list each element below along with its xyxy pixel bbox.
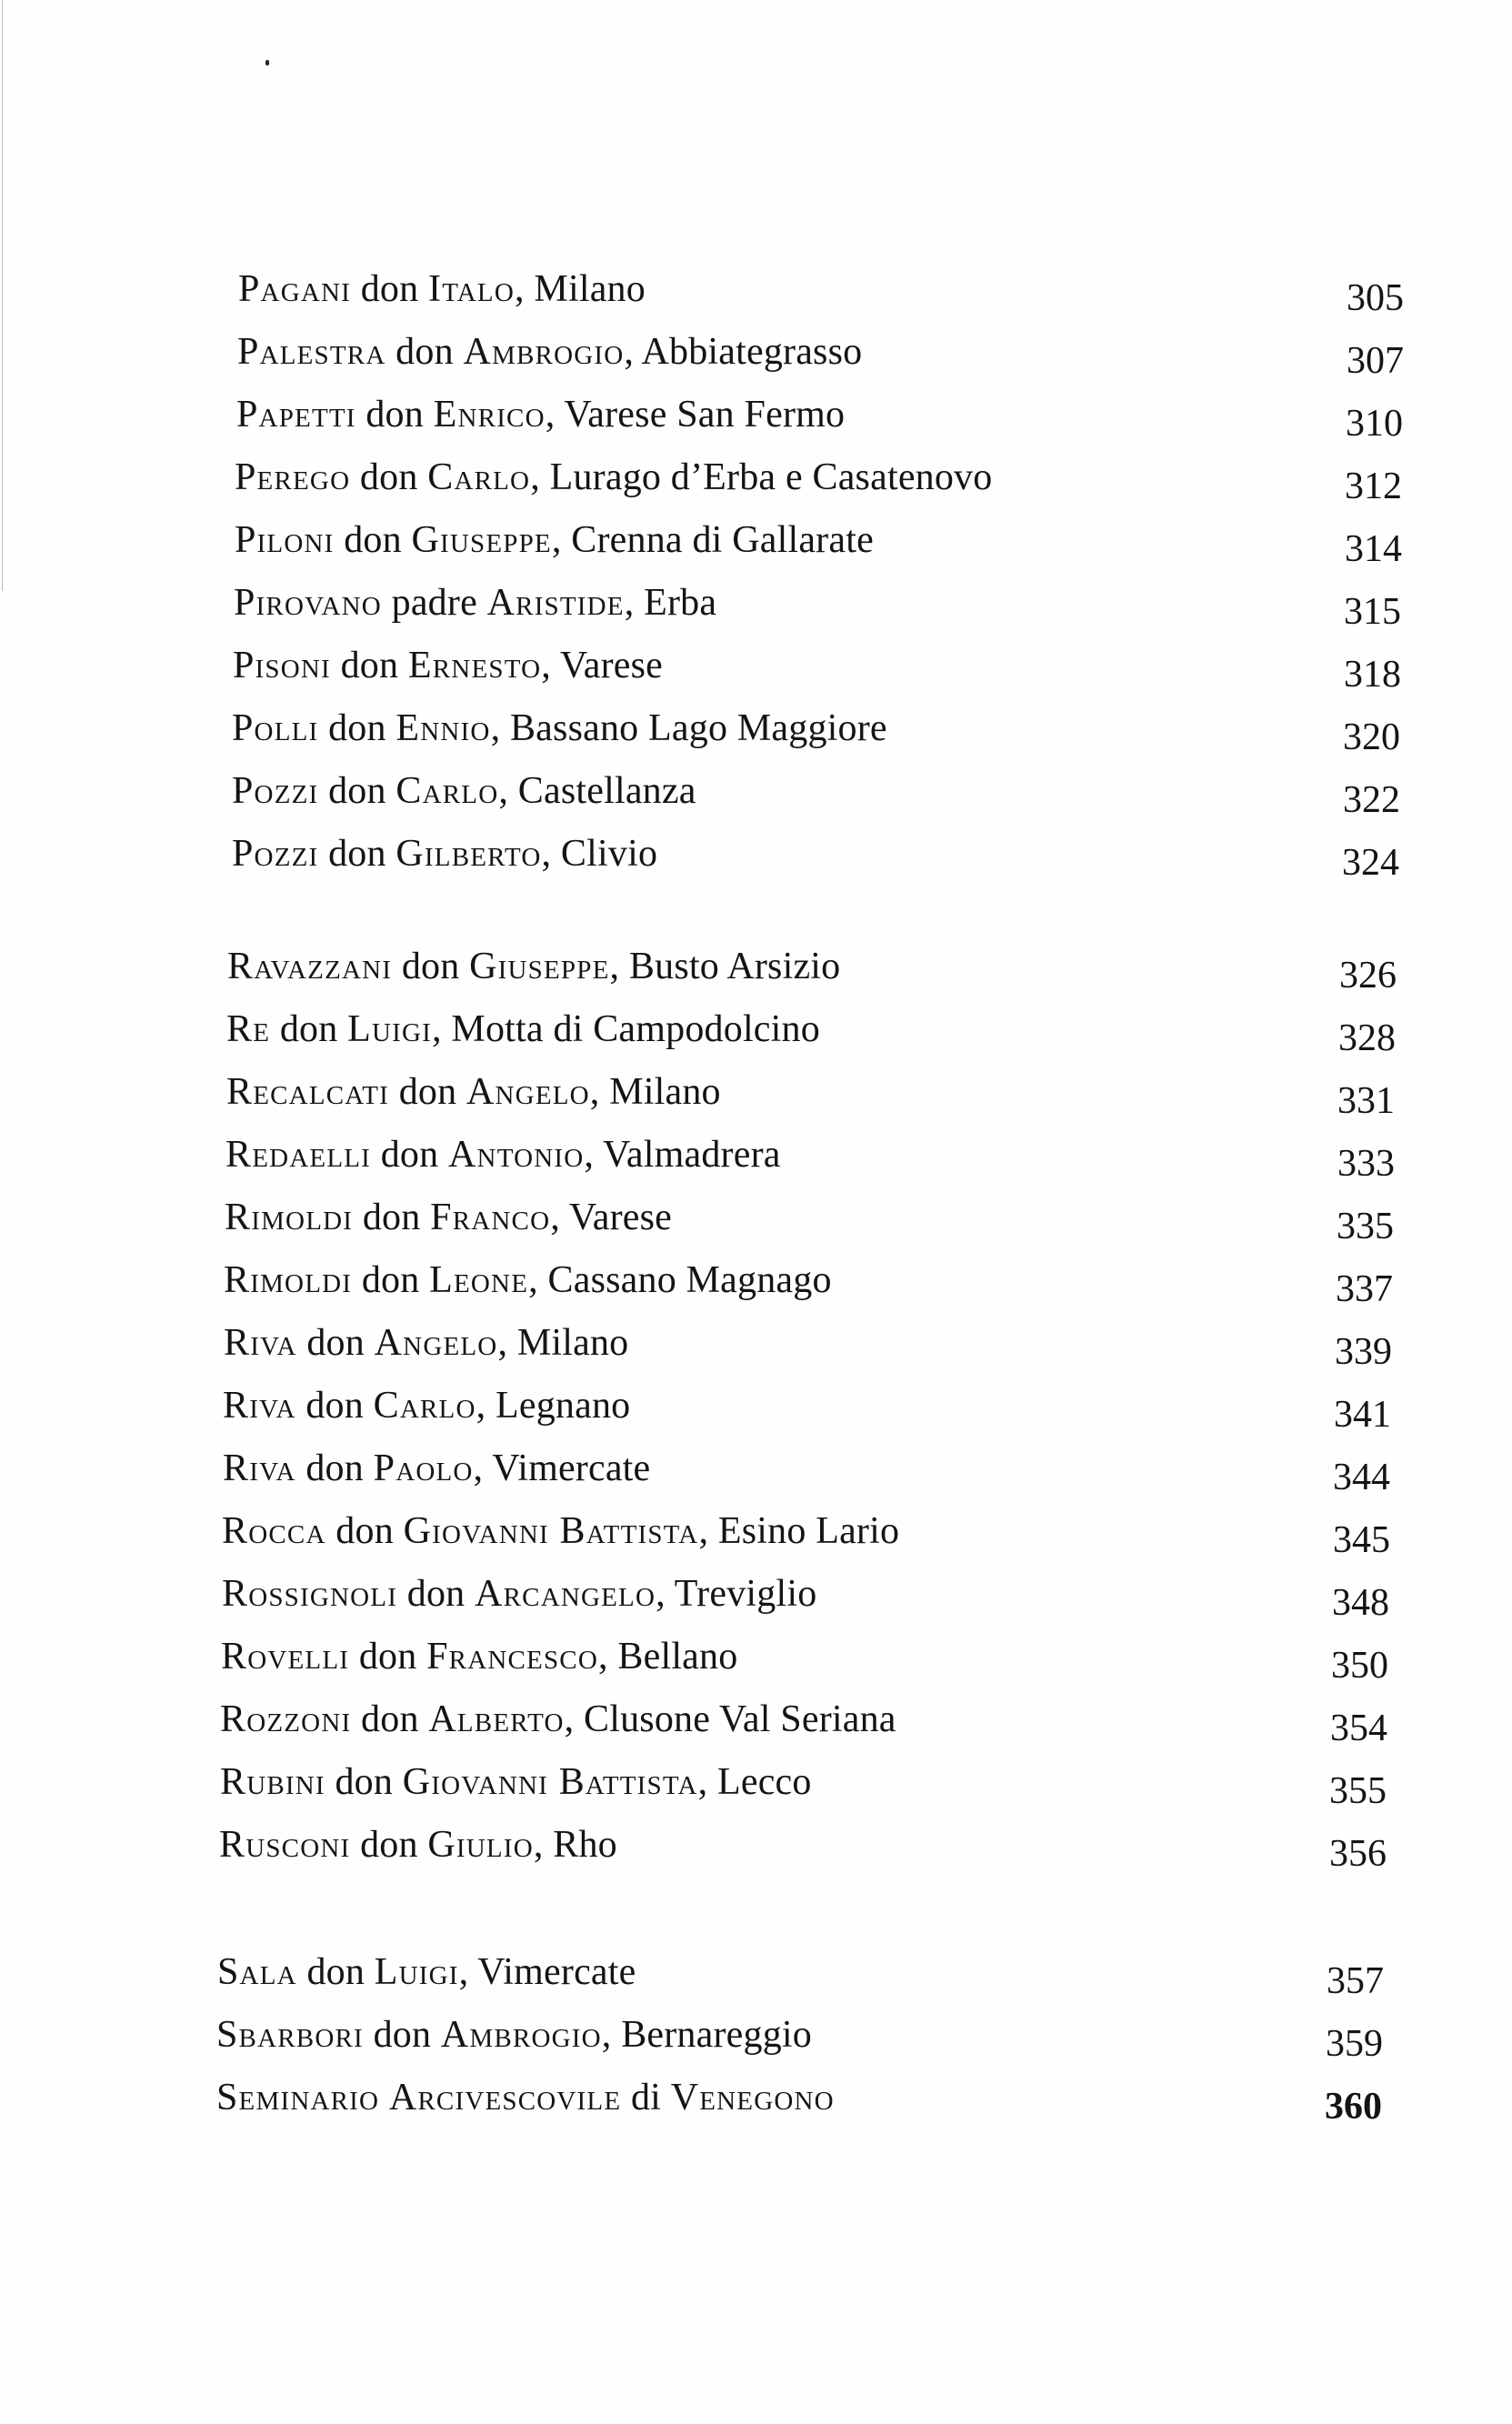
entry-given-name: Leone (429, 1259, 529, 1301)
entry-given-name: Gilberto (396, 833, 542, 875)
entry-given-name: Carlo (373, 1385, 476, 1427)
entry-text: Pirovano padre Aristide, Erba (234, 582, 717, 624)
entry-place: Treviglio (674, 1573, 817, 1615)
index-entry (0, 329, 1512, 392)
entry-surname: Re (226, 1008, 271, 1050)
entry-surname: Perego (235, 456, 351, 498)
index-entry (0, 517, 1512, 580)
entry-given-name: Luigi (347, 1008, 433, 1050)
entry-role: don (328, 707, 386, 749)
entry-surname: Riva (224, 1322, 297, 1364)
entry-given-name: Ambrogio (463, 331, 625, 373)
entry-given-name: Giovanni Battista (403, 1510, 699, 1552)
entry-surname: Ravazzani (227, 946, 393, 987)
entry-given-name: Arcivescovile (388, 2077, 622, 2118)
index-entry (0, 1257, 1512, 1320)
entry-place: Castellanza (517, 770, 696, 812)
entry-given-name: Giovanni Battista (402, 1761, 698, 1803)
entry-text: Perego don Carlo, Lurago d’Erba e Casatenovo (235, 456, 993, 498)
index-entry (0, 1634, 1512, 1697)
entry-place: Clusone Val Seriana (584, 1698, 896, 1740)
index-section-s (0, 1949, 1512, 2138)
entry-page-number: 326 (1339, 955, 1397, 997)
entry-place: Lurago d’Erba e Casatenovo (549, 456, 993, 498)
entry-surname: Rusconi (219, 1824, 351, 1866)
entry-place: Bassano Lago Maggiore (509, 707, 887, 749)
entry-text: Recalcati don Angelo, Milano (226, 1071, 721, 1113)
entry-surname: Riva (223, 1385, 296, 1427)
entry-given-name: Giuseppe (469, 946, 610, 987)
index-entry (0, 1759, 1512, 1822)
index-entry (0, 831, 1512, 894)
entry-text: Palestra don Ambrogio, Abbiategrasso (237, 331, 863, 373)
entry-given-name: Italo (428, 268, 515, 310)
entry-role: don (279, 1008, 338, 1050)
entry-page-number: 333 (1337, 1143, 1395, 1185)
entry-place: Varese San Fermo (564, 394, 846, 436)
entry-role: don (361, 1259, 420, 1301)
index-entry (0, 1949, 1512, 2012)
entry-text: Ravazzani don Giuseppe, Busto Arsizio (227, 946, 841, 987)
entry-page-number: 345 (1333, 1519, 1390, 1561)
entry-given-name: Paolo (373, 1447, 474, 1489)
entry-page-number: 307 (1347, 340, 1404, 382)
index-entry (0, 1007, 1512, 1069)
entry-surname: Papetti (236, 394, 356, 436)
index-entry (0, 1571, 1512, 1634)
entry-role: don (305, 1385, 364, 1427)
entry-role: don (406, 1573, 466, 1615)
entry-text: Pozzi don Gilberto, Clivio (232, 833, 658, 875)
index-entry (0, 1195, 1512, 1257)
entry-role: don (398, 1071, 457, 1113)
index-entry (0, 266, 1512, 329)
index-entry (0, 1697, 1512, 1759)
entry-page-number: 305 (1347, 277, 1404, 319)
entry-place: Rho (553, 1824, 617, 1866)
entry-page-number: 314 (1345, 528, 1402, 570)
index-entry (0, 392, 1512, 455)
entry-page-number: 318 (1344, 654, 1401, 696)
entry-surname: Rimoldi (224, 1259, 353, 1301)
entry-surname: Rozzoni (220, 1698, 352, 1740)
index-entry (0, 1822, 1512, 1885)
entry-place: Crenna di Gallarate (571, 519, 874, 561)
entry-given-name: Luigi (374, 1951, 459, 1993)
index-entry (0, 2075, 1512, 2138)
entry-place: Milano (516, 1322, 629, 1364)
entry-text: Rubini don Giovanni Battista, Lecco (220, 1761, 812, 1803)
entry-connector: di (630, 2077, 662, 2118)
index-entry (0, 944, 1512, 1007)
entry-surname: Pozzi (232, 833, 319, 875)
entry-given-name: Carlo (427, 456, 531, 498)
entry-page-number: 360 (1325, 2086, 1382, 2128)
index-entry (0, 1132, 1512, 1195)
entry-role: don (306, 1322, 365, 1364)
entry-given-name: Antonio (448, 1134, 585, 1176)
entry-surname: Pagani (238, 268, 351, 310)
entry-surname: Rossignoli (222, 1573, 398, 1615)
entry-surname: Rubini (220, 1761, 325, 1803)
entry-role: don (365, 394, 424, 436)
entry-text: Pozzi don Carlo, Castellanza (232, 770, 696, 812)
entry-page-number: 344 (1333, 1457, 1390, 1498)
index-entry (0, 1320, 1512, 1383)
entry-text: Riva don Paolo, Vimercate (223, 1447, 651, 1489)
index-entry (0, 768, 1512, 831)
entry-text: Rusconi don Giulio, Rho (219, 1824, 617, 1866)
entry-surname: Palestra (237, 331, 386, 373)
entry-page-number: 341 (1334, 1394, 1391, 1436)
entry-place: Busto Arsizio (628, 946, 841, 987)
entry-given-name: Francesco (426, 1636, 598, 1678)
entry-page-number: 310 (1346, 403, 1403, 445)
entry-given-name: Franco (430, 1197, 551, 1238)
entry-given-name: Giulio (427, 1824, 534, 1866)
entry-place: Clivio (560, 833, 658, 875)
entry-page-number: 320 (1343, 716, 1400, 758)
index-section-p (0, 266, 1512, 894)
entry-text: Redaelli don Antonio, Valmadrera (225, 1134, 781, 1176)
entry-text: Rovelli don Francesco, Bellano (221, 1636, 738, 1678)
entry-place: Bellano (617, 1636, 738, 1678)
entry-role: don (340, 645, 399, 686)
entry-place: Erba (644, 582, 717, 624)
entry-surname: Pozzi (232, 770, 319, 812)
entry-role: don (396, 331, 454, 373)
entry-role: don (360, 1824, 418, 1866)
entry-text: Sala don Luigi, Vimercate (217, 1951, 636, 1993)
entry-place: Cassano Magnago (547, 1259, 832, 1301)
entry-place: Bernareggio (621, 2014, 812, 2056)
entry-given-name: Angelo (466, 1071, 590, 1113)
entry-page-number: 328 (1338, 1017, 1396, 1059)
entry-given-name: Carlo (396, 770, 499, 812)
entry-place: Lecco (717, 1761, 812, 1803)
entry-place: Milano (609, 1071, 721, 1113)
entry-role: don (401, 946, 460, 987)
entry-role: don (380, 1134, 439, 1176)
entry-surname: Recalcati (226, 1071, 389, 1113)
entry-text: Piloni don Giuseppe, Crenna di Gallarate (235, 519, 874, 561)
entry-surname: Riva (223, 1447, 296, 1489)
entry-surname: Sala (217, 1951, 297, 1993)
entry-surname: Redaelli (225, 1134, 372, 1176)
index-entry (0, 643, 1512, 706)
entry-page-number: 339 (1335, 1331, 1392, 1373)
entry-role: don (335, 1510, 394, 1552)
entry-text: Re don Luigi, Motta di Campodolcino (226, 1008, 820, 1050)
entry-text (216, 2075, 835, 2120)
entry-role: don (335, 1761, 394, 1803)
entry-place: Esino Lario (717, 1510, 900, 1552)
entry-role: don (344, 519, 402, 561)
ink-speck (265, 60, 269, 65)
entry-page-number: 331 (1337, 1080, 1395, 1122)
entry-page-number: 354 (1330, 1708, 1387, 1749)
entry-given-name: Angelo (374, 1322, 498, 1364)
entry-given-name: Enrico (433, 394, 546, 436)
entry-page-number: 312 (1345, 466, 1402, 507)
entry-place: Legnano (496, 1385, 631, 1427)
entry-place: Varese (568, 1197, 673, 1238)
entry-page-number: 315 (1344, 591, 1401, 633)
entry-surname: Rimoldi (225, 1197, 354, 1238)
entry-role: don (328, 770, 386, 812)
entry-page-number: 322 (1343, 779, 1400, 821)
entry-place: Abbiategrasso (641, 331, 863, 373)
entry-role: don (328, 833, 386, 875)
entry-text: Riva don Carlo, Legnano (223, 1385, 631, 1427)
entry-text: Rossignoli don Arcangelo, Treviglio (222, 1573, 817, 1615)
entry-surname: Piloni (235, 519, 335, 561)
entry-given-name: Ambrogio (440, 2014, 602, 2056)
entry-surname: Pisoni (233, 645, 331, 686)
entry-text: Sbarbori don Ambrogio, Bernareggio (216, 2014, 812, 2056)
entry-surname: Seminario (216, 2077, 380, 2118)
entry-surname: Polli (232, 707, 319, 749)
entry-page-number: 324 (1342, 842, 1399, 884)
entry-page-number: 359 (1326, 2023, 1383, 2065)
index-entry (0, 580, 1512, 643)
entry-place: Milano (534, 268, 646, 310)
entry-text: Rozzoni don Alberto, Clusone Val Seriana (220, 1698, 896, 1740)
entry-given-name: Arcangelo (475, 1573, 656, 1615)
entry-text: Rimoldi don Franco, Varese (225, 1197, 673, 1238)
entry-surname: Pirovano (234, 582, 382, 624)
entry-page-number: 337 (1336, 1268, 1393, 1310)
entry-page-number: 350 (1331, 1645, 1388, 1687)
entry-surname: Rocca (222, 1510, 326, 1552)
index-entry (0, 455, 1512, 517)
entry-text: Polli don Ennio, Bassano Lago Maggiore (232, 707, 887, 749)
entry-given-name: Ernesto (407, 645, 542, 686)
entry-role: don (306, 1951, 365, 1993)
entry-role: don (360, 268, 419, 310)
entry-place: Vimercate (492, 1447, 651, 1489)
entry-place: Motta di Campodolcino (451, 1008, 820, 1050)
entry-page-number: 348 (1332, 1582, 1389, 1624)
entry-given-name: Giuseppe (411, 519, 552, 561)
entry-role: padre (391, 582, 477, 624)
entry-given-name: Alberto (428, 1698, 565, 1740)
entry-role: don (362, 1197, 421, 1238)
entry-surname: Rovelli (221, 1636, 350, 1678)
entry-role: don (305, 1447, 364, 1489)
entry-role: don (359, 456, 418, 498)
index-entry (0, 706, 1512, 768)
entry-text: Rimoldi don Leone, Cassano Magnago (224, 1259, 832, 1301)
entry-place: Varese (559, 645, 664, 686)
index-entry (0, 1508, 1512, 1571)
entry-surname: Sbarbori (216, 2014, 364, 2056)
index-entry (0, 1069, 1512, 1132)
entry-role: don (361, 1698, 419, 1740)
entry-role: don (373, 2014, 432, 2056)
entry-text: Rocca don Giovanni Battista, Esino Lario (222, 1510, 900, 1552)
entry-text: Pagani don Italo, Milano (238, 268, 646, 310)
entry-page-number: 357 (1327, 1960, 1384, 2002)
index-entry (0, 2012, 1512, 2075)
index-entry (0, 1446, 1512, 1508)
index-entry (0, 1383, 1512, 1446)
entry-place: Valmadrera (603, 1134, 781, 1176)
entry-page-number: 335 (1337, 1206, 1394, 1247)
entry-role: don (358, 1636, 417, 1678)
entry-text: Pisoni don Ernesto, Varese (233, 645, 664, 686)
entry-given-name: Ennio (396, 707, 491, 749)
entry-place: Venegono (670, 2077, 835, 2118)
entry-page-number: 356 (1329, 1833, 1387, 1875)
entry-text: Papetti don Enrico, Varese San Fermo (236, 394, 846, 436)
index-section-r (0, 944, 1512, 1885)
entry-place: Vimercate (477, 1951, 636, 1993)
entry-text: Riva don Angelo, Milano (224, 1322, 629, 1364)
entry-given-name: Aristide (486, 582, 625, 624)
entry-page-number: 355 (1329, 1770, 1387, 1812)
